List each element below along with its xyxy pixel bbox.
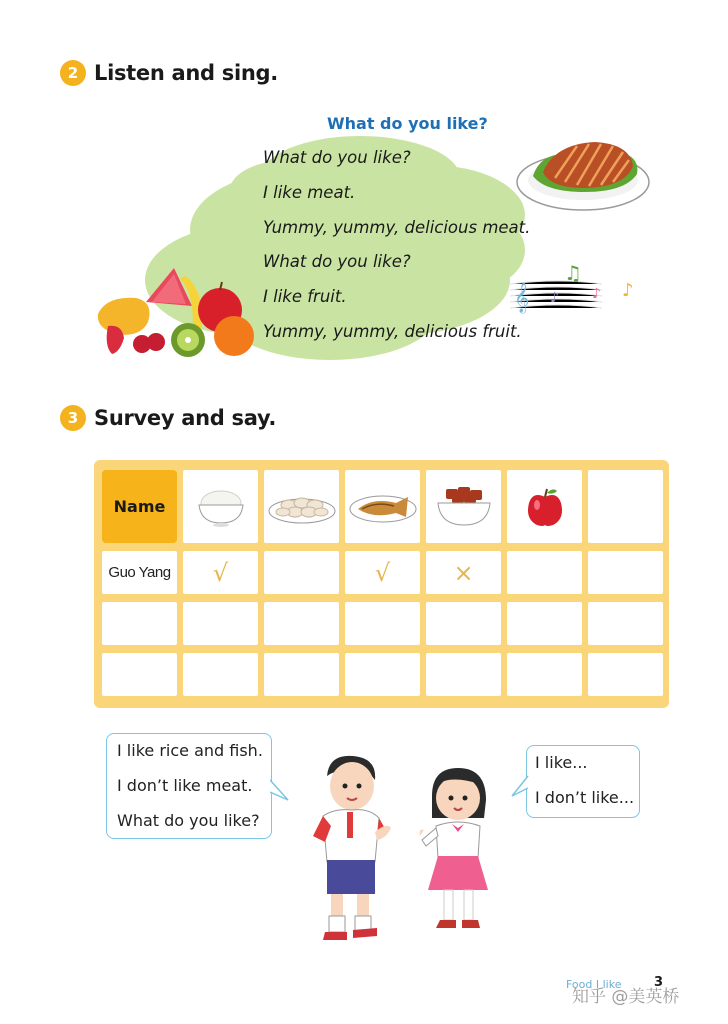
lyric-line: What do you like? <box>263 252 411 272</box>
food-header-cell <box>264 470 339 543</box>
food-header-cell <box>426 470 501 543</box>
rice-bowl-icon <box>195 487 247 527</box>
survey-mark: √ <box>374 558 391 587</box>
meat-plate-icon <box>515 132 655 216</box>
survey-mark: √ <box>212 558 229 587</box>
lyric-line: Yummy, yummy, delicious fruit. <box>263 321 522 341</box>
survey-name-cell[interactable] <box>102 551 177 594</box>
lyric-line: I like meat. <box>263 182 356 202</box>
survey-mark-cell[interactable] <box>588 551 663 594</box>
lyric-line: What do you like? <box>263 148 411 167</box>
food-header-cell <box>507 470 582 543</box>
watermark: 知乎 @美英桥 <box>572 987 680 1007</box>
survey-mark-cell[interactable] <box>183 551 258 594</box>
survey-mark-cell[interactable] <box>507 653 582 696</box>
page-number: 3 <box>654 975 664 990</box>
svg-text:𝄞: 𝄞 <box>514 283 530 313</box>
footer-unit-title: Food I like <box>566 978 622 991</box>
survey-mark-cell[interactable] <box>507 602 582 645</box>
survey-mark-cell[interactable] <box>588 653 663 696</box>
speech-bubble-girl <box>526 745 640 818</box>
name-header-label: Name <box>113 497 166 516</box>
survey-table <box>94 460 669 708</box>
survey-mark-cell[interactable] <box>264 551 339 594</box>
survey-name-cell[interactable] <box>102 653 177 696</box>
survey-mark-cell[interactable] <box>345 551 420 594</box>
survey-mark-cell[interactable] <box>264 602 339 645</box>
survey-mark-cell[interactable] <box>507 551 582 594</box>
survey-mark-cell[interactable] <box>426 551 501 594</box>
survey-mark-cell[interactable] <box>588 602 663 645</box>
food-header-cell <box>588 470 663 543</box>
food-header-cell <box>183 470 258 543</box>
section-title: Survey and say. <box>94 406 277 430</box>
survey-mark: × <box>453 558 474 587</box>
dumplings-icon <box>267 487 337 527</box>
bubble-line: I don’t like... <box>535 788 635 807</box>
bubble-line: I like... <box>535 753 588 772</box>
survey-mark-cell[interactable] <box>183 602 258 645</box>
meat-bowl-icon <box>434 483 494 531</box>
bubble-line: I like rice and fish. <box>117 741 263 760</box>
bubble-tail <box>270 778 290 802</box>
music-notes-icon <box>510 258 640 318</box>
song-title: What do you like? <box>327 114 488 133</box>
survey-mark-cell[interactable] <box>345 602 420 645</box>
bubble-line: What do you like? <box>117 811 260 830</box>
lyric-line: Yummy, yummy, delicious meat. <box>263 217 531 237</box>
svg-text:♪: ♪ <box>550 290 559 306</box>
boy-character <box>305 752 395 948</box>
section-3-heading <box>60 405 276 431</box>
svg-text:♪: ♪ <box>622 280 634 301</box>
section-number-badge: 3 <box>60 405 86 431</box>
bubble-line: I don’t like meat. <box>117 776 253 795</box>
survey-name: Guo Yang <box>108 564 171 581</box>
name-header-cell <box>102 470 177 543</box>
survey-name-cell[interactable] <box>102 602 177 645</box>
section-title: Listen and sing. <box>94 61 278 85</box>
svg-text:♫: ♫ <box>564 261 582 285</box>
speech-bubble-boy <box>106 733 272 839</box>
survey-mark-cell[interactable] <box>183 653 258 696</box>
song-lyrics <box>263 144 530 353</box>
bubble-tail <box>511 774 529 798</box>
svg-text:♪: ♪ <box>592 286 601 302</box>
survey-mark-cell[interactable] <box>426 653 501 696</box>
apple-icon <box>523 485 567 529</box>
survey-mark-cell[interactable] <box>264 653 339 696</box>
section-number-badge: 2 <box>60 60 86 86</box>
lyric-line: I like fruit. <box>263 287 347 307</box>
girl-character <box>418 766 498 946</box>
food-header-cell <box>345 470 420 543</box>
survey-mark-cell[interactable] <box>426 602 501 645</box>
survey-mark-cell[interactable] <box>345 653 420 696</box>
fruit-pile-icon <box>96 266 258 362</box>
fish-plate-icon <box>348 487 418 527</box>
